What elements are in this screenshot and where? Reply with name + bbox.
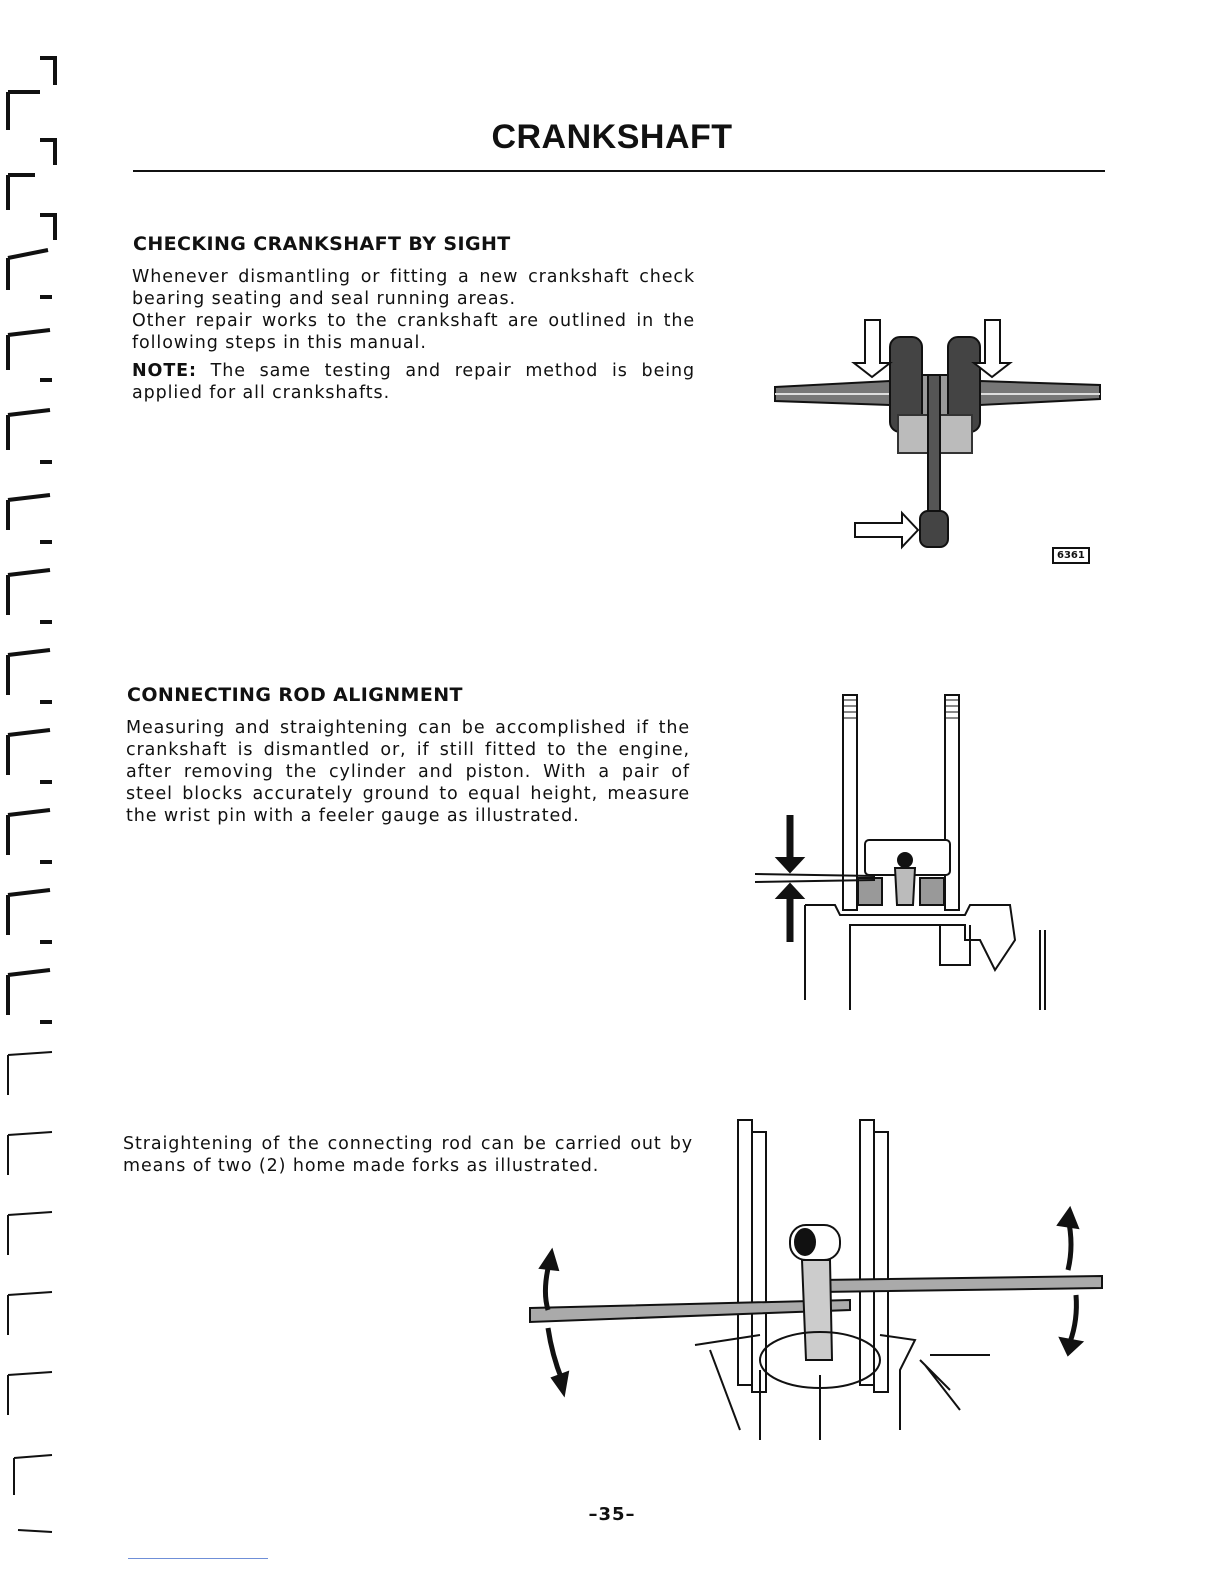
crankshaft-figure [770,315,1110,555]
binding-marks [0,0,70,1584]
straightening-figure [520,1110,1120,1460]
footer-line [128,1558,268,1559]
checking-paragraph [132,266,695,404]
section-heading-alignment: CONNECTING ROD ALIGNMENT [127,684,463,706]
checking-para-2: Other repair works to the crankshaft are outlined in the following steps in this manual. [132,311,695,353]
figure-code: 6361 [1052,547,1090,564]
title-rule [133,170,1105,172]
alignment-paragraph: Measuring and straightening can be accomplished if the crankshaft is dismantled or, if still fitted to the engine, after removing the cylinder and piston. With a pair of steel blocks accurately ground to equal height, measure the wrist pin with a feeler gauge as illustrated. [126,718,690,826]
note-text: The same testing and repair method is being applied for all crankshafts. [132,361,695,403]
page-number: –35– [588,1504,636,1525]
section-heading-checking: CHECKING CRANKSHAFT BY SIGHT [133,233,511,255]
page-title: CRANKSHAFT [491,118,733,156]
straightening-paragraph: Straightening of the connecting rod can be carried out by means of two (2) home made forks as illustrated. [123,1134,693,1176]
checking-note [132,360,695,404]
rod-alignment-figure [755,690,1055,1020]
checking-para-1: Whenever dismantling or fitting a new crankshaft check bearing seating and seal running areas. [132,267,695,309]
note-label: NOTE: [132,361,197,381]
